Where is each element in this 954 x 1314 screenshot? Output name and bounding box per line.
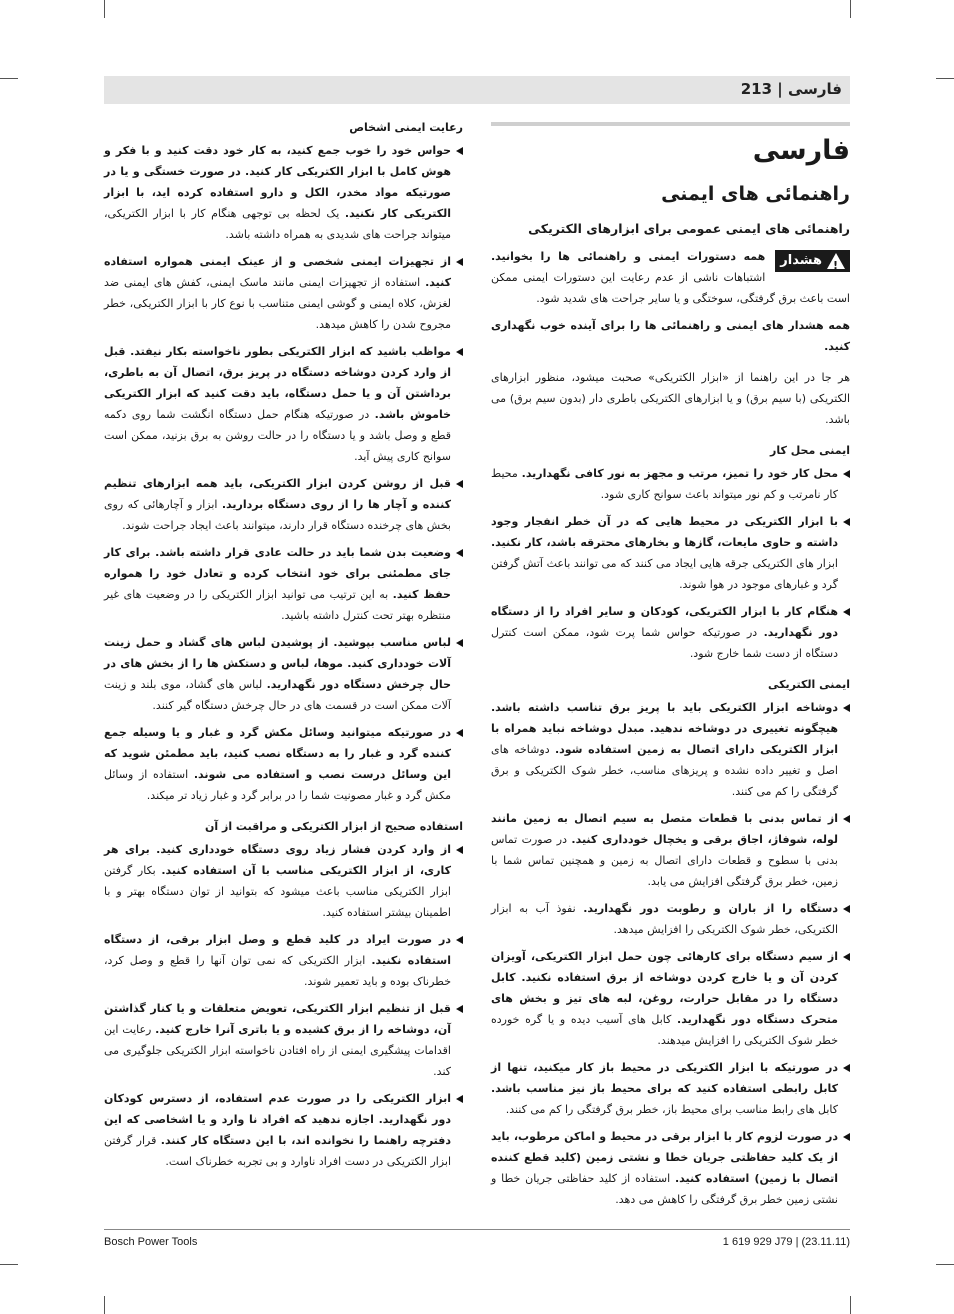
subsection-title: راهنمائی های ایمنی عمومی برای ابزارهای الکتریکی	[528, 221, 850, 236]
bullet-icon	[456, 846, 463, 854]
section-heading: ایمنی محل کار	[770, 444, 850, 457]
warning-label: هشدار	[780, 253, 822, 268]
list-item: در صورت لزوم کار با ابزار برقی در محیط و اماکن مرطوب، باید از یک کلید حفاظتی جریان خطا و نشتی زمین (کلید قطع کننده اتصال با زمین) استفاده کنید. استفاده از کلید حفاظتی جریان خطا و نشتی زمین خطر برق گرفتگی را کاهش می دهد.	[491, 1126, 850, 1210]
list-item: لباس مناسب بپوشید. از پوشیدن لباس های گشاد و حمل زینت آلات خودداری کنید. موها، لباس و دستکش ها را از بخش های در حال چرخش دستگاه دور نگهدارید. لباس های گشاد، موی بلند و زینت آلات ممکن است در قسمت های در حال چرخش دستگاه گیر کنند.	[104, 632, 463, 716]
crop-mark	[936, 78, 954, 79]
list-item: دوشاخه ابزار الکتریکی باید با پریز برق تناسب داشته باشد. هیچگونه تغییری در دوشاخه ندهید. مبدل دوشاخه نباید همراه با ابزار الکتریکی دارای اتصال به زمین استفاده شود. دوشاخه های اصل و تغییر داده نشده و پریزهای مناسب، خطر شوک الکتریکی و برق گرفتگی را کم می کنند.	[491, 697, 850, 802]
list-item: مواظب باشید که ابزار الکتریکی بطور ناخواسته بکار نیفتد. قبل از وارد کردن دوشاخه دستگاه در پریز برق، اتصال آن به باطری، برداشتن آن و یا حمل دستگاه، باید دقت کنید که ابزار الکتریکی خاموش باشد. در صورتیکه هنگام حمل دستگاه انگشت شما روی دکمه قطع و وصل باشد و یا دستگاه را در حالت روشن به برق بزنید، ممکن است سوانح کاری پیش آید.	[104, 341, 463, 467]
bullet-icon	[456, 147, 463, 155]
bullet-icon	[456, 639, 463, 647]
bullet-icon	[843, 518, 850, 526]
warning-badge	[775, 250, 850, 272]
right-column	[491, 120, 850, 1216]
list-item: از تماس بدنی با قطعات متصل به سیم اتصال به زمین مانند لوله، شوفاژ، اجاق برقی و یخچال خودداری کنید. در صورت تماس بدنی با سطوح و قطعات دارای اتصال به زمین و همچنین تماس شما با زمین، خطر برق گرفتگی افزایش می یابد.	[491, 808, 850, 892]
bullet-icon	[456, 258, 463, 266]
crop-mark	[104, 1296, 105, 1314]
list-item: هنگام کار با ابزار الکتریکی، کودکان و سایر افراد را از دستگاه دور نگهدارید. در صورتیکه حواس شما پرت شود، ممکن است کنترل دستگاه از دست شما خارج شود.	[491, 601, 850, 664]
list-item: از تجهیزات ایمنی شخصی و از عینک ایمنی همواره استفاده کنید. استفاده از تجهیزات ایمنی مانند ماسک ایمنی، کفش های ایمنی ضد لغزش، کلاه ایمنی و گوشی ایمنی متناسب با نوع کار با ابزار الکتریکی، خطر مجروح شدن را کاهش میدهد.	[104, 251, 463, 335]
power-tool-definition: هر جا در این راهنما از «ابزار الکتریکی» صحبت میشود، منظور ابزارهای الکتریکی (با سیم برق) و یا ابزارهای الکتریکی باطری دار (بدون سیم برق) می باشد.	[491, 371, 850, 426]
bullet-icon	[843, 608, 850, 616]
page-title: فارسی	[752, 135, 850, 166]
list-item: از وارد کردن فشار زیاد روی دستگاه خودداری کنید. برای هر کاری، از ابزار الکتریکی مناسب با آن استفاده کنید. بکار گرفتن ابزار الکتریکی مناسب باعث میشود که بتوانید از توان دستگاه بهتر و با اطمینان بیشتر استفاده کنید.	[104, 839, 463, 923]
list-item: با ابزار الکتریکی در محیط هایی که در آن خطر انفجار وجود داشته و حاوی مایعات، گازها و بخارهای محترقه باشد، کار نکنید. ابزار های الکتریکی جرقه هایی ایجاد می کنند که می توانند باعث آتش گرفتن گرد و غبارهای موجود در هوا شوند.	[491, 511, 850, 595]
crop-mark	[936, 1264, 954, 1265]
bullet-icon	[456, 348, 463, 356]
crop-mark	[104, 0, 105, 18]
list-item: محل کار خود را تمیز، مرتب و مجهز به نور کافی نگهدارید. محیط کار نامرتب و کم نور میتواند باعث سوانح کاری شود.	[491, 463, 850, 505]
section-heading: استفاده صحیح از ابزار الکتریکی و مراقبت از آن	[205, 820, 463, 833]
bullet-icon	[843, 1064, 850, 1072]
list-item: قبل از تنظیم ابزار الکتریکی، تعویض متعلقات و یا کنار گذاشتن آن، دوشاخه را از برق کشیده و یا باتری آنرا خارج کنید. رعایت این اقدامات پیشگیری ایمنی از راه افتادن ناخواسته ابزار الکتریکی جلوگیری می کند.	[104, 998, 463, 1082]
list-item: از سیم دستگاه برای کارهائی چون حمل ابزار الکتریکی، آویزان کردن آن و یا خارج کردن دوشاخه از برق استفاده نکنید. کابل دستگاه را در مقابل حرارت، روغن، لبه های تیز و بخش های متحرک دستگاه دور نگهدارید. کابل های آسیب دیده و یا گره خورده خطر شوک الکتریکی را افزایش میدهند.	[491, 946, 850, 1051]
list-item: ابزار الکتریکی را در صورت عدم استفاده، از دسترس کودکان دور نگهدارید. اجازه ندهید که افراد نا وارد و یا اشخاصی که این دفترچه راهنما را نخوانده اند، با این دستگاه کار کنند. قرار گرفتن ابزار الکتریکی در دست افراد ناوارد و بی تجربه خطرناک است.	[104, 1088, 463, 1172]
warning-block	[491, 246, 850, 309]
bullet-icon	[456, 729, 463, 737]
bullet-icon	[843, 470, 850, 478]
bullet-icon	[456, 1095, 463, 1103]
list-item: حواس خود را خوب جمع کنید، به کار خود دقت کنید و با فکر و هوش کامل با ابزار الکتریکی کار کنید. در صورت خستگی و یا در صورتیکه مواد مخدر، الکل و دارو استفاده کرده اید، با ابزار الکتریکی کار نکنید. یک لحظه بی توجهی هنگام کار با ابزار الکتریکی، میتواند جراحت های شدیدی به همراه داشته باشد.	[104, 140, 463, 245]
crop-mark	[0, 78, 18, 79]
bullet-icon	[843, 1133, 850, 1141]
page-header-title: فارسی | 213	[740, 80, 842, 98]
section-heading: ایمنی الکتریکی	[767, 678, 850, 691]
list-item: در صورت ایراد در کلید قطع و وصل ابزار برقی، از دستگاه استفاده نکنید. ابزار الکتریکی که نمی توان آنها را قطع و وصل کرد، خطرناک بوده و باید تعمیر شوند.	[104, 929, 463, 992]
bullet-icon	[843, 704, 850, 712]
bullet-icon	[843, 953, 850, 961]
section-title: راهنمائی های ایمنی	[661, 183, 850, 205]
crop-mark	[850, 1296, 851, 1314]
bullet-icon	[843, 905, 850, 913]
list-item: دستگاه را از باران و رطوبت دور نگهدارید. نفوذ آب به ابزار الکتریکی، خطر شوک الکتریکی را افزایش میدهد.	[491, 898, 850, 940]
bullet-icon	[843, 815, 850, 823]
warning-triangle-icon: !	[827, 253, 845, 269]
bullet-icon	[456, 936, 463, 944]
footer-rule	[104, 1229, 850, 1230]
crop-mark	[850, 0, 851, 18]
list-item: در صورتیکه با ابزار الکتریکی در محیط باز کار میکنید، تنها از کابل رابطی استفاده کنید که برای محیط باز نیز مناسب باشد. کابل های رابط مناسب برای محیط باز، خطر برق گرفتگی را کم می کنند.	[491, 1057, 850, 1120]
list-item: قبل از روشن کردن ابزار الکتریکی، باید همه ابزارهای تنظیم کننده و آچار ها را از روی دستگاه بردارید. ابزار و آچارهائی که روی بخش های چرخنده دستگاه قرار دارند، میتوانند باعث ایجاد جراحت شوند.	[104, 473, 463, 536]
footer-brand: Bosch Power Tools	[104, 1236, 198, 1248]
title-rule	[491, 122, 850, 126]
list-item: وضعیت بدن شما باید در حالت عادی قرار داشته باشد. برای کار جای مطمئنی برای خود انتخاب کرده و تعادل خود را همواره حفظ کنید. به این ترتیب می توانید ابزار الکتریکی را در وضعیت های غیر منتظره بهتر تحت کنترل داشته باشید.	[104, 542, 463, 626]
bullet-icon	[456, 549, 463, 557]
warning-bold-text: همه دستورات ایمنی و راهنمائی ها را بخوانید.	[491, 250, 766, 263]
left-column	[104, 117, 463, 1178]
section-heading: رعایت ایمنی اشخاص	[349, 121, 463, 134]
warning-text: اشتباهات ناشی از عدم رعایت این دستورات ایمنی ممکن است باعث برق گرفتگی، سوختگی و یا سایر جراحت های شدید شود.	[491, 271, 850, 305]
bullet-icon	[456, 1005, 463, 1013]
list-item: در صورتیکه میتوانید وسائل مکش گرد و غبار و یا وسیله جمع کننده گرد و غبار را به دستگاه نصب کنید، باید مطمئن شوید که این وسائل درست نصب و استفاده می شوند. استفاده از وسائل مکش گرد و غبار مصونیت شما را در برابر گرد و غبار زیاد تر میکند.	[104, 722, 463, 806]
keep-instructions: همه هشدار های ایمنی و راهنمائی ها را برای آینده خوب نگهداری کنید.	[491, 319, 850, 353]
page-header	[104, 76, 850, 104]
footer-doc-number: 1 619 929 J79 | (23.11.11)	[722, 1236, 850, 1248]
crop-mark	[0, 1264, 18, 1265]
bullet-icon	[456, 480, 463, 488]
